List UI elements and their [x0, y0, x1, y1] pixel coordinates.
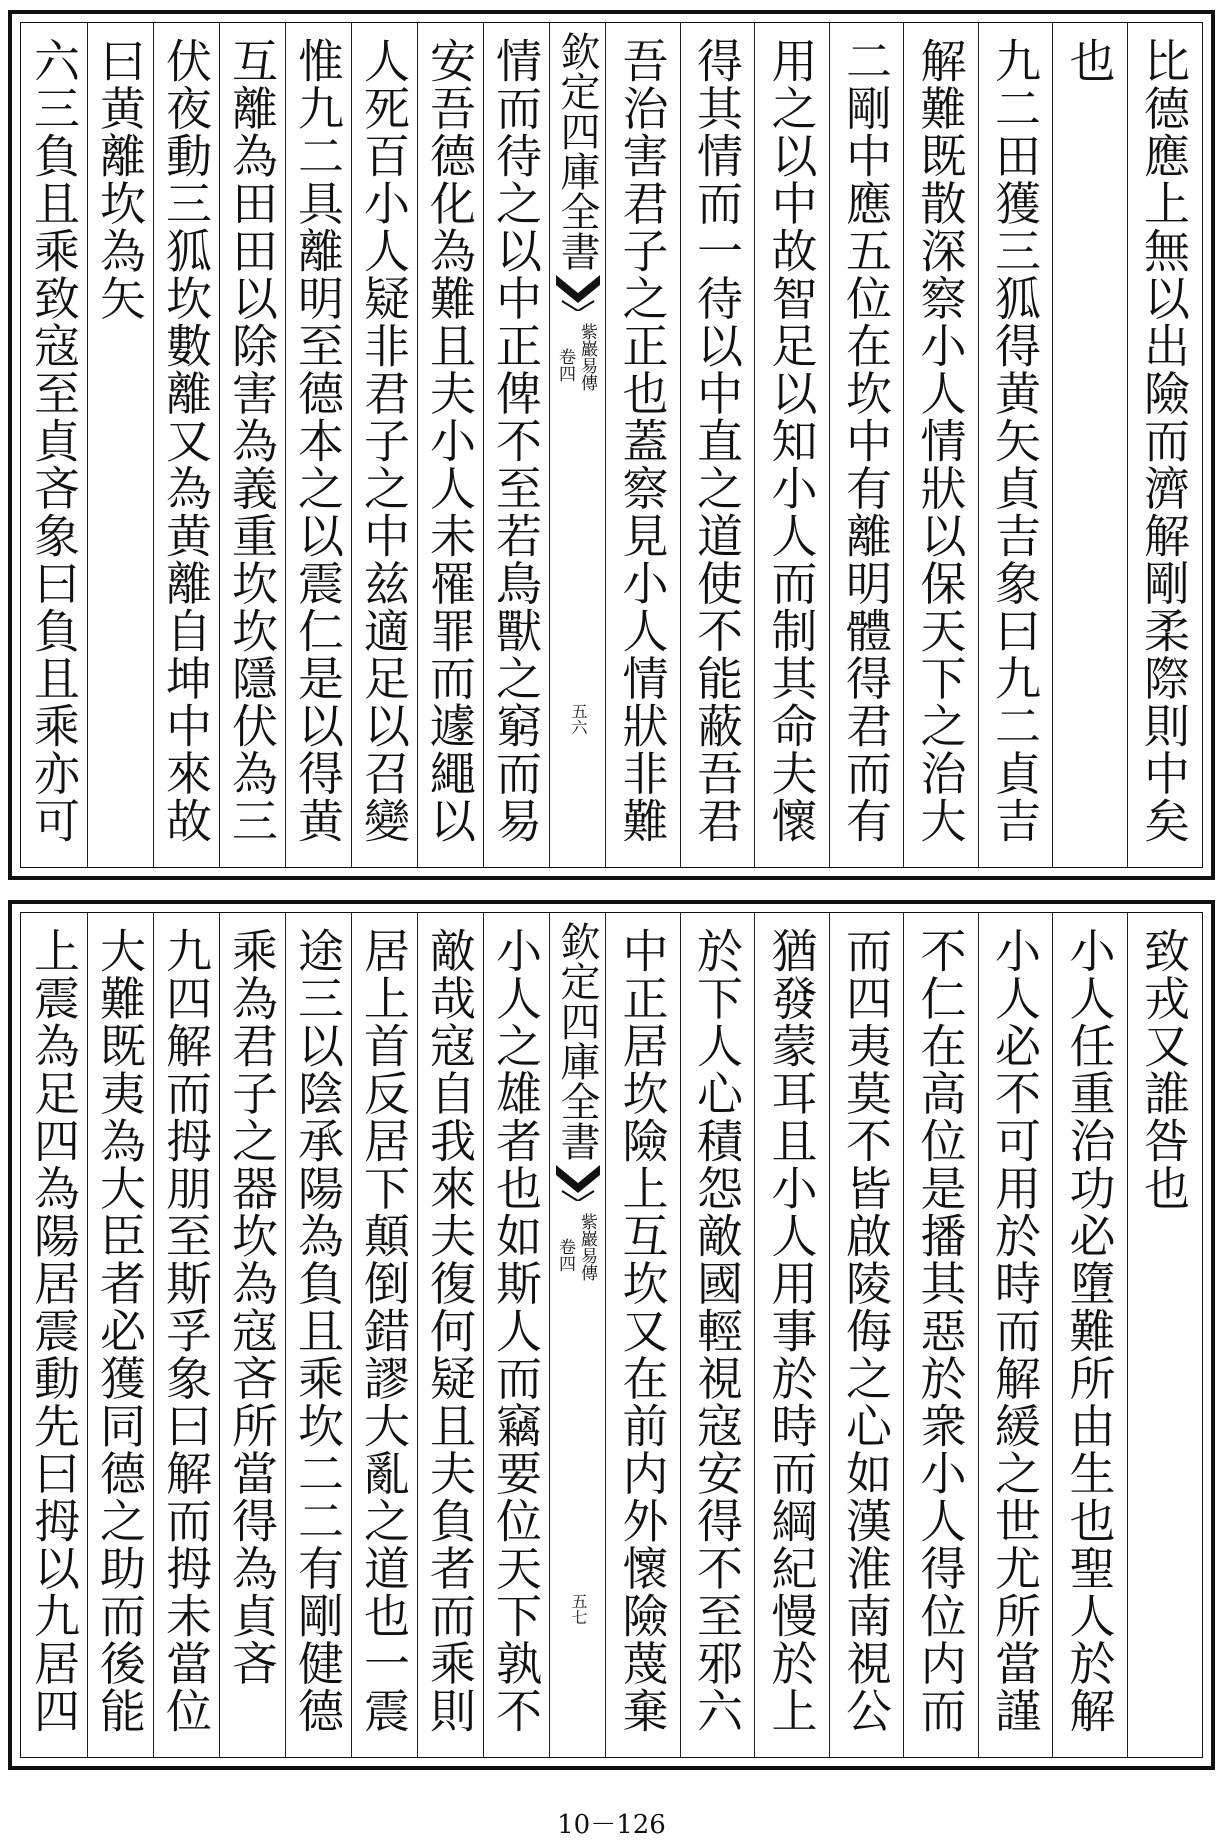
- text-column: [754, 913, 829, 1757]
- page-number: 10－126: [557, 1810, 666, 1840]
- column-text: 於下人心積怨敵國輕視寇安得不至邪六: [690, 927, 744, 1735]
- column-text: 互離為田田以除害為義重坎坎隱伏為三: [225, 37, 279, 845]
- text-column: [1052, 23, 1127, 867]
- column-text: 解難既散深察小人情狀以保天下之治大: [913, 37, 968, 845]
- volume-label: 卷四: [555, 1238, 575, 1272]
- text-column: [87, 23, 153, 867]
- book-name: 紫巖易傳: [577, 323, 597, 391]
- text-column: [21, 913, 87, 1757]
- text-column: [219, 23, 285, 867]
- column-text: 中正居坎險上互坎又在前内外懷險蔑棄: [615, 927, 670, 1735]
- column-text: 大難既夷為大臣者必獲同德之助而後能: [93, 927, 147, 1735]
- column-text: 居上首反居下顛倒錯謬大亂之道也一震: [357, 927, 411, 1735]
- text-column: [351, 23, 417, 867]
- text-column: [417, 913, 483, 1757]
- column-text: 比德應上無以出險而濟解剛柔際則中矣: [1137, 37, 1191, 845]
- column-text: 用之以中故智足以知小人而制其命夫懷: [764, 37, 819, 845]
- column-text: 吾治害君子之正也蓋察見小人情狀非難: [615, 37, 670, 845]
- column-text: 小人任重治功必墮難所由生也聖人於解: [1062, 927, 1117, 1735]
- center-fold-strip: [549, 913, 605, 1757]
- text-column: [483, 913, 549, 1757]
- column-text: 惟九二具離明至德本之以震仁是以得黄: [291, 37, 345, 845]
- text-column: [903, 913, 978, 1757]
- text-column: [978, 23, 1053, 867]
- text-column: [829, 913, 904, 1757]
- text-column: [351, 913, 417, 1757]
- column-text: 情而待之以中正俾不至若鳥獸之窮而易: [489, 37, 543, 845]
- text-column: [829, 23, 904, 867]
- text-column: [680, 23, 755, 867]
- column-text: 致戎又誰咎也: [1137, 927, 1191, 1212]
- center-fold-strip: [549, 23, 605, 867]
- column-text: 小人之雄者也如斯人而竊要位天下孰不: [489, 927, 543, 1735]
- column-text: 九二田獲三狐得黄矢貞吉象曰九二貞吉: [988, 37, 1042, 845]
- collection-title: 欽定四庫全書: [554, 31, 600, 271]
- column-text: 也: [1062, 37, 1117, 85]
- column-text: 曰黄離坎為矢: [93, 37, 147, 322]
- column-text: 上震為足四為陽居震動先曰拇以九居四: [27, 927, 81, 1735]
- leaf-frame: [20, 912, 1203, 1758]
- column-text: 乘為君子之器坎為寇吝所當得為貞吝: [225, 927, 279, 1687]
- text-column: [978, 913, 1053, 1757]
- column-text: 得其情而一待以中直之道使不能蔽吾君: [690, 37, 744, 845]
- column-text: 敵哉寇自我來夫復何疑且夫負者而乘則: [423, 927, 477, 1735]
- column-text: 小人必不可用於時而解緩之世尤所當謹: [988, 927, 1042, 1735]
- text-column: [605, 913, 680, 1757]
- column-text: 九四解而拇朋至斯孚象曰解而拇未當位: [159, 927, 213, 1735]
- text-column: [680, 913, 755, 1757]
- text-column: [754, 23, 829, 867]
- column-text: 安吾德化為難且夫小人未罹罪而遽繩以: [423, 37, 477, 845]
- text-column: [903, 23, 978, 867]
- column-text: 途三以陰承陽為負且乘坎二二有剛健德: [291, 927, 345, 1735]
- fishtail-mark-icon: [554, 271, 602, 311]
- column-text: 而四夷莫不皆啟陵侮之心如漢淮南視公: [839, 927, 893, 1735]
- book-leaf-bottom: [8, 900, 1215, 1770]
- column-text: 猶發蒙耳且小人用事於時而綱紀慢於上: [764, 927, 819, 1735]
- fishtail-mark-icon: [554, 1161, 602, 1201]
- column-text: 伏夜動三狐坎數離又為黄離自坤中來故: [159, 37, 213, 845]
- leaf-number: 五七: [569, 1593, 588, 1625]
- text-column: [219, 913, 285, 1757]
- text-column: [153, 23, 219, 867]
- book-leaf-top: [8, 10, 1215, 880]
- volume-label: 卷四: [555, 348, 575, 382]
- text-column: [153, 913, 219, 1757]
- leaf-frame: [20, 22, 1203, 868]
- text-column: [605, 23, 680, 867]
- column-text: 不仁在高位是播其惡於衆小人得位内而: [913, 927, 968, 1735]
- text-column: [417, 23, 483, 867]
- text-column: [21, 23, 87, 867]
- leaf-number: 五六: [569, 703, 588, 735]
- column-text: 六三負且乘致寇至貞吝象曰負且乘亦可: [27, 37, 81, 845]
- text-column: [1052, 913, 1127, 1757]
- text-column: [1127, 23, 1202, 867]
- text-column: [483, 23, 549, 867]
- column-text: 二剛中應五位在坎中有離明體得君而有: [839, 37, 893, 845]
- column-text: 人死百小人疑非君子之中兹適足以召變: [357, 37, 411, 845]
- text-column: [87, 913, 153, 1757]
- text-column: [1127, 913, 1202, 1757]
- text-column: [285, 23, 351, 867]
- collection-title: 欽定四庫全書: [554, 921, 600, 1161]
- book-name: 紫巖易傳: [577, 1213, 597, 1281]
- text-column: [285, 913, 351, 1757]
